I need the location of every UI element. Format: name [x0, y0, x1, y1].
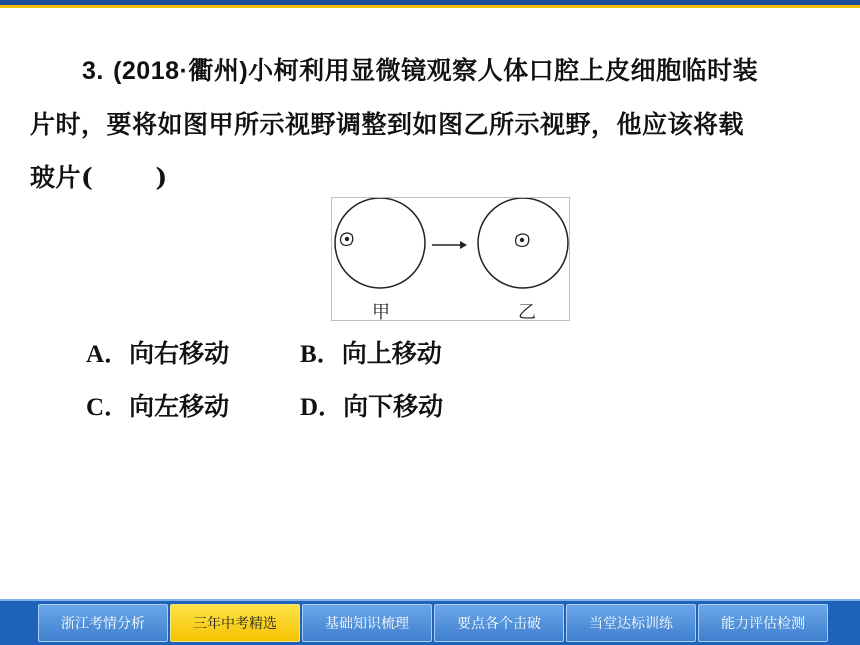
- tab-ability-assessment[interactable]: 能力评估检测: [698, 604, 828, 642]
- option-b[interactable]: [300, 334, 442, 370]
- bottom-nav-bar: [0, 599, 860, 645]
- tab-three-year-selection[interactable]: 三年中考精选: [170, 604, 300, 642]
- field-circle-right: [478, 198, 568, 288]
- option-a-text: 向右移动: [129, 339, 230, 368]
- option-b-letter: B．: [300, 341, 342, 368]
- tab-zhejiang-analysis[interactable]: 浙江考情分析: [38, 604, 168, 642]
- question-line-3-prefix: 玻片(: [30, 163, 94, 192]
- option-a-letter: A．: [86, 341, 130, 368]
- option-c-letter: C．: [86, 394, 130, 421]
- tab-class-training[interactable]: 当堂达标训练: [566, 604, 696, 642]
- cell-left-icon: [341, 233, 353, 246]
- tab-key-points[interactable]: 要点各个击破: [434, 604, 564, 642]
- option-a[interactable]: [86, 334, 229, 370]
- option-d-letter: D．: [300, 394, 344, 421]
- option-b-text: 向上移动: [341, 339, 442, 368]
- option-d[interactable]: [300, 387, 443, 423]
- option-d-text: 向下移动: [343, 392, 444, 421]
- field-circle-left: [335, 198, 425, 288]
- figure-label-right: 乙: [518, 302, 536, 323]
- question-line-2: 片时，要将如图甲所示视野调整到如图乙所示视野，他应该将载: [30, 110, 745, 139]
- figure-label-left: 甲: [372, 302, 390, 323]
- question-line-1: 小柯利用显微镜观察人体口腔上皮细胞临时装: [248, 56, 759, 85]
- option-c-text: 向左移动: [129, 392, 230, 421]
- cell-right-icon: [516, 234, 529, 247]
- microscope-field-figure: [331, 197, 570, 321]
- question-line-3-suffix: ): [155, 163, 168, 192]
- top-accent-bar: [0, 5, 860, 8]
- question-text: [30, 44, 830, 204]
- question-number: 3.: [82, 57, 104, 85]
- arrow-right-icon: [432, 241, 467, 249]
- question-source: (2018·衢州): [113, 57, 249, 85]
- option-c[interactable]: [86, 387, 229, 423]
- tab-basic-knowledge[interactable]: 基础知识梳理: [302, 604, 432, 642]
